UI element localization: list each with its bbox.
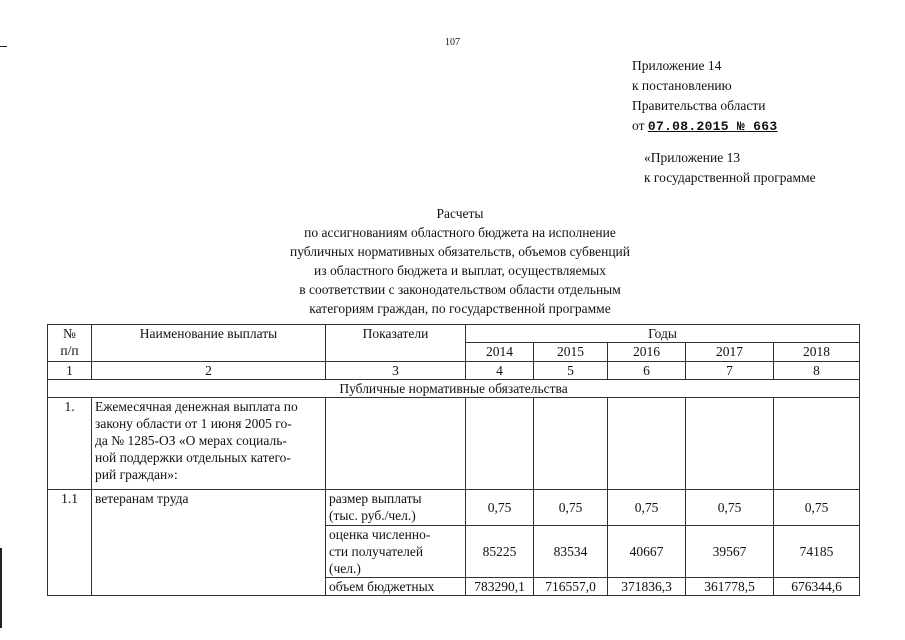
indicator-label <box>326 490 466 526</box>
empty-cell <box>326 398 466 490</box>
value-cell: 0,75 <box>686 490 774 526</box>
payment-name <box>92 398 326 490</box>
value-cell: 0,75 <box>608 490 686 526</box>
payment-name-line: ной поддержки отдельных катего- <box>95 450 291 465</box>
row-number: 1. <box>48 398 92 490</box>
indicator-label-line: (тыс. руб./чел.) <box>329 508 416 523</box>
scan-margin-mark <box>0 46 7 47</box>
value-cell: 0,75 <box>534 490 608 526</box>
value-cell: 74185 <box>774 526 860 578</box>
page-number: 107 <box>445 37 460 48</box>
year-cell: 2017 <box>686 343 774 362</box>
title-line: из областного бюджета и выплат, осуществляемых <box>314 263 606 278</box>
year-cell: 2018 <box>774 343 860 362</box>
empty-cell <box>686 398 774 490</box>
section-row <box>48 380 860 398</box>
indicator-label-line: оценка численно- <box>329 527 431 542</box>
value-cell: 40667 <box>608 526 686 578</box>
section-title: Публичные нормативные обязательства <box>48 380 860 398</box>
header-num <box>48 325 92 362</box>
col-number: 6 <box>608 362 686 380</box>
value-cell: 0,75 <box>466 490 534 526</box>
appendix-line: Правительства области <box>632 98 766 113</box>
date-stamp: 07.08.2015 № 663 <box>647 119 778 134</box>
table-row <box>48 490 860 526</box>
title-line: по ассигнованиям областного бюджета на исполнение <box>304 225 616 240</box>
empty-cell <box>608 398 686 490</box>
col-number: 5 <box>534 362 608 380</box>
col-number: 3 <box>326 362 466 380</box>
document-title <box>160 204 760 318</box>
header-row <box>48 325 860 343</box>
title-line: Расчеты <box>436 206 484 221</box>
indicator-label-line: сти получателей <box>329 544 424 559</box>
empty-cell <box>774 398 860 490</box>
year-cell: 2014 <box>466 343 534 362</box>
indicator-label-line: размер выплаты <box>329 491 422 506</box>
year-cell: 2015 <box>534 343 608 362</box>
table-row <box>48 398 860 490</box>
payment-name-line: Ежемесячная денежная выплата по <box>95 399 298 414</box>
appendix-block <box>632 56 777 137</box>
indicator-label-line: (чел.) <box>329 561 361 576</box>
value-cell: 371836,3 <box>608 578 686 596</box>
column-number-row <box>48 362 860 380</box>
scan-margin-mark <box>0 548 2 628</box>
value-cell: 83534 <box>534 526 608 578</box>
header-name: Наименование выплаты <box>92 325 326 362</box>
value-cell: 0,75 <box>774 490 860 526</box>
appendix-line: Приложение 14 <box>632 58 722 73</box>
header-num-line2: п/п <box>60 343 79 358</box>
value-cell: 783290,1 <box>466 578 534 596</box>
payment-name-line: да № 1285-ОЗ «О мерах социаль- <box>95 433 287 448</box>
appendix2-line: к государственной программе <box>644 170 816 185</box>
appendix2-line: «Приложение 13 <box>644 150 741 165</box>
header-indicators: Показатели <box>326 325 466 362</box>
empty-cell <box>534 398 608 490</box>
col-number: 4 <box>466 362 534 380</box>
year-cell: 2016 <box>608 343 686 362</box>
title-line: публичных нормативных обязательств, объемов субвенций <box>289 244 631 259</box>
title-line: в соответствии с законодательством области отдельным <box>299 282 621 297</box>
col-number: 2 <box>92 362 326 380</box>
row-number: 1.1 <box>48 490 92 596</box>
date-prefix: от <box>632 118 645 133</box>
value-cell: 676344,6 <box>774 578 860 596</box>
col-number: 7 <box>686 362 774 380</box>
col-number: 8 <box>774 362 860 380</box>
col-number: 1 <box>48 362 92 380</box>
appendix-13-reference <box>644 148 816 188</box>
indicator-label: объем бюджетных <box>326 578 466 596</box>
indicator-label <box>326 526 466 578</box>
value-cell: 716557,0 <box>534 578 608 596</box>
value-cell: 361778,5 <box>686 578 774 596</box>
calculations-table <box>47 324 860 596</box>
payment-name: ветеранам труда <box>92 490 326 596</box>
value-cell: 85225 <box>466 526 534 578</box>
title-line: категориям граждан, по государственной программе <box>309 301 611 316</box>
value-cell: 39567 <box>686 526 774 578</box>
header-years: Годы <box>466 325 860 343</box>
header-num-line1: № <box>63 326 76 341</box>
empty-cell <box>466 398 534 490</box>
appendix-line: к постановлению <box>632 78 732 93</box>
appendix-date-line <box>632 116 777 137</box>
payment-name-line: закону области от 1 июня 2005 го- <box>95 416 292 431</box>
payment-name-line: рий граждан»: <box>95 467 178 482</box>
